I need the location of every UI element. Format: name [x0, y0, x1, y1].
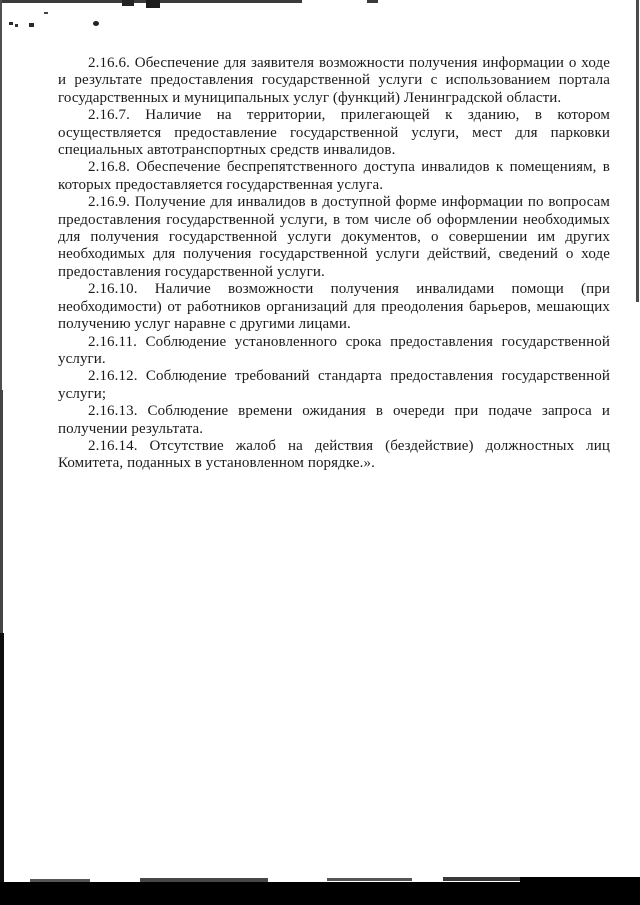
- clause-number: 2.16.13.: [88, 403, 138, 420]
- paragraph-2-16-10: [58, 281, 610, 333]
- scan-artifact-smudge: [443, 877, 521, 881]
- clause-number: 2.16.7.: [88, 107, 130, 124]
- scan-artifact-left-edge-line: [0, 0, 2, 390]
- scan-artifact-speck: [93, 21, 99, 26]
- clause-number: 2.16.12.: [88, 368, 138, 385]
- scan-artifact-right-edge-line: [636, 0, 639, 302]
- clause-number: 2.16.14.: [88, 437, 138, 454]
- clause-number: 2.16.11.: [88, 333, 137, 350]
- paragraph-2-16-6: [58, 55, 610, 107]
- clause-text: Соблюдение времени ожидания в очереди при подаче запроса и получении результата.: [58, 403, 610, 437]
- clause-text: Соблюдение установленного срока предоставления государственной услуги.: [58, 333, 610, 367]
- scan-artifact-left-edge-line: [0, 390, 3, 633]
- clause-text: Обеспечение беспрепятственного доступа инвалидов к помещениям, в которых предоставляется государственная услуга.: [58, 159, 610, 193]
- paragraph-2-16-14: [58, 438, 610, 473]
- paragraph-2-16-8: [58, 159, 610, 194]
- scan-artifact-speck: [15, 24, 18, 27]
- paragraph-2-16-11: [58, 334, 610, 369]
- scan-artifact-speck: [44, 12, 48, 14]
- clause-number: 2.16.8.: [88, 159, 130, 176]
- clause-number: 2.16.6.: [88, 55, 130, 71]
- scan-artifact-speck: [9, 22, 13, 25]
- scan-artifact-left-edge-line: [0, 633, 4, 883]
- scan-artifact-top-blob: [146, 0, 160, 8]
- clause-text: Соблюдение требований стандарта предоставления государственной услуги;: [58, 368, 610, 402]
- paragraph-2-16-9: [58, 194, 610, 281]
- paragraph-2-16-13: [58, 403, 610, 438]
- clause-number: 2.16.10.: [88, 281, 138, 298]
- scan-artifact-top-blob: [122, 0, 134, 6]
- scan-artifact-speck: [29, 23, 34, 27]
- clause-text: Наличие возможности получения инвалидами помощи (при необходимости) от работников организаций для преодоления барьеров, мешающих получению услуг наравне с другими лицами.: [58, 281, 610, 333]
- clause-number: 2.16.9.: [88, 194, 130, 211]
- document-text-block: [58, 55, 610, 473]
- clause-text: Получение для инвалидов в доступной форме информации по вопросам предоставления государственной услуги, в том числе об оформлении необходимых для получения государственной услуги документов, о совершении им других необходимых для получения государственной услуги действий, сведений о ходе предоставления государственной услуги.: [58, 194, 610, 280]
- clause-text: Наличие на территории, прилегающей к зданию, в котором осуществляется предоставление государственной услуги, мест для парковки специальных автотранспортных средств инвалидов.: [58, 107, 610, 159]
- clause-text: Отсутствие жалоб на действия (бездействие) должностных лиц Комитета, поданных в установленном порядке.».: [58, 437, 610, 472]
- paragraph-2-16-7: [58, 107, 610, 159]
- clause-text: Обеспечение для заявителя возможности получения информации о ходе и результате предоставления государственной услуги с использованием портала государственных и муниципальных услуг (функций) Ленинградской области.: [58, 55, 610, 106]
- scan-artifact-smudge: [327, 878, 412, 881]
- scan-artifact-top-dash: [367, 0, 378, 3]
- scan-artifact-bottom-bar: [0, 882, 640, 905]
- paragraph-2-16-12: [58, 368, 610, 403]
